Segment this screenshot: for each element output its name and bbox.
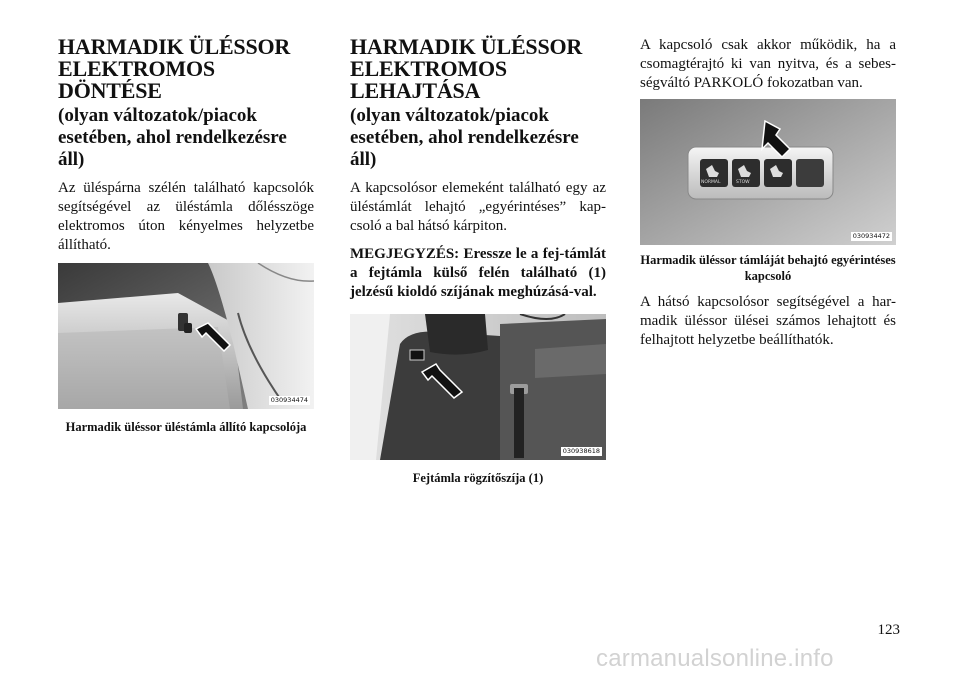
figure-caption: Harmadik üléssor támláját behajtó egyérintéses kapcsoló (640, 253, 896, 283)
figure-code: 030934474 (270, 396, 308, 404)
paragraph-one-touch-switch: A kapcsolósor elemeként található egy az üléstámlát lehajtó „egyérintéses” kap-csoló a bal hátsó kárpiton. (350, 180, 606, 234)
note-headrest-strap: MEGJEGYZÉS: Eressze le a fej-támlát a fejtámla külső felén található (1) jelzésű kioldó szíjának meghúzásá-val. (350, 246, 606, 300)
figure-caption: Harmadik üléssor üléstámla állító kapcsolója (65, 420, 307, 434)
column-2 (350, 36, 606, 486)
paragraph-rear-switch-bank: A hátsó kapcsolósor segítségével a har-madik üléssor ülései számos lehajtott és felhajtott helyzetbe beállíthatók. (640, 294, 896, 348)
section-subheading-availability: (olyan változatok/piacok esetében, ahol rendelkezésre áll) (350, 105, 579, 170)
paragraph-switch-conditions: A kapcsoló csak akkor működik, ha a csomagtérajtó ki van nyitva, és a sebes-ségváltó PARKOLÓ fokozatban van. (640, 37, 896, 91)
column-3 (640, 36, 896, 350)
button-label-stow: STOW (736, 180, 750, 185)
paragraph-recline-switch: Az üléspárna szélén található kapcsolók segítségével az üléstámla dőlésszöge elektromos úton kényelmes helyzetbe állítható. (58, 180, 314, 253)
figure-one-touch-fold-switch (640, 99, 896, 245)
watermark: carmanualsonline.info (596, 645, 834, 672)
section-heading-power-recline: HARMADIK ÜLÉSSOR ELEKTROMOS DÖNTÉSE (58, 34, 291, 103)
figure-headrest-strap (350, 314, 606, 460)
figure-code: 030934472 (852, 232, 890, 240)
section-subheading-availability: (olyan változatok/piacok esetében, ahol rendelkezésre áll) (58, 105, 287, 170)
switch-bank-photo (640, 99, 896, 245)
headrest-photo (350, 314, 606, 460)
figure-seatback-recline-switch (58, 263, 314, 409)
button-label-normal: NORMAL (701, 180, 721, 185)
page-number: 123 (877, 622, 900, 638)
figure-code: 030938618 (562, 447, 600, 455)
seat-cushion-photo (58, 263, 314, 409)
figure-caption: Fejtámla rögzítőszíja (1) (412, 471, 544, 485)
column-1 (58, 36, 314, 435)
section-heading-power-fold: HARMADIK ÜLÉSSOR ELEKTROMOS LEHAJTÁSA (350, 34, 583, 103)
